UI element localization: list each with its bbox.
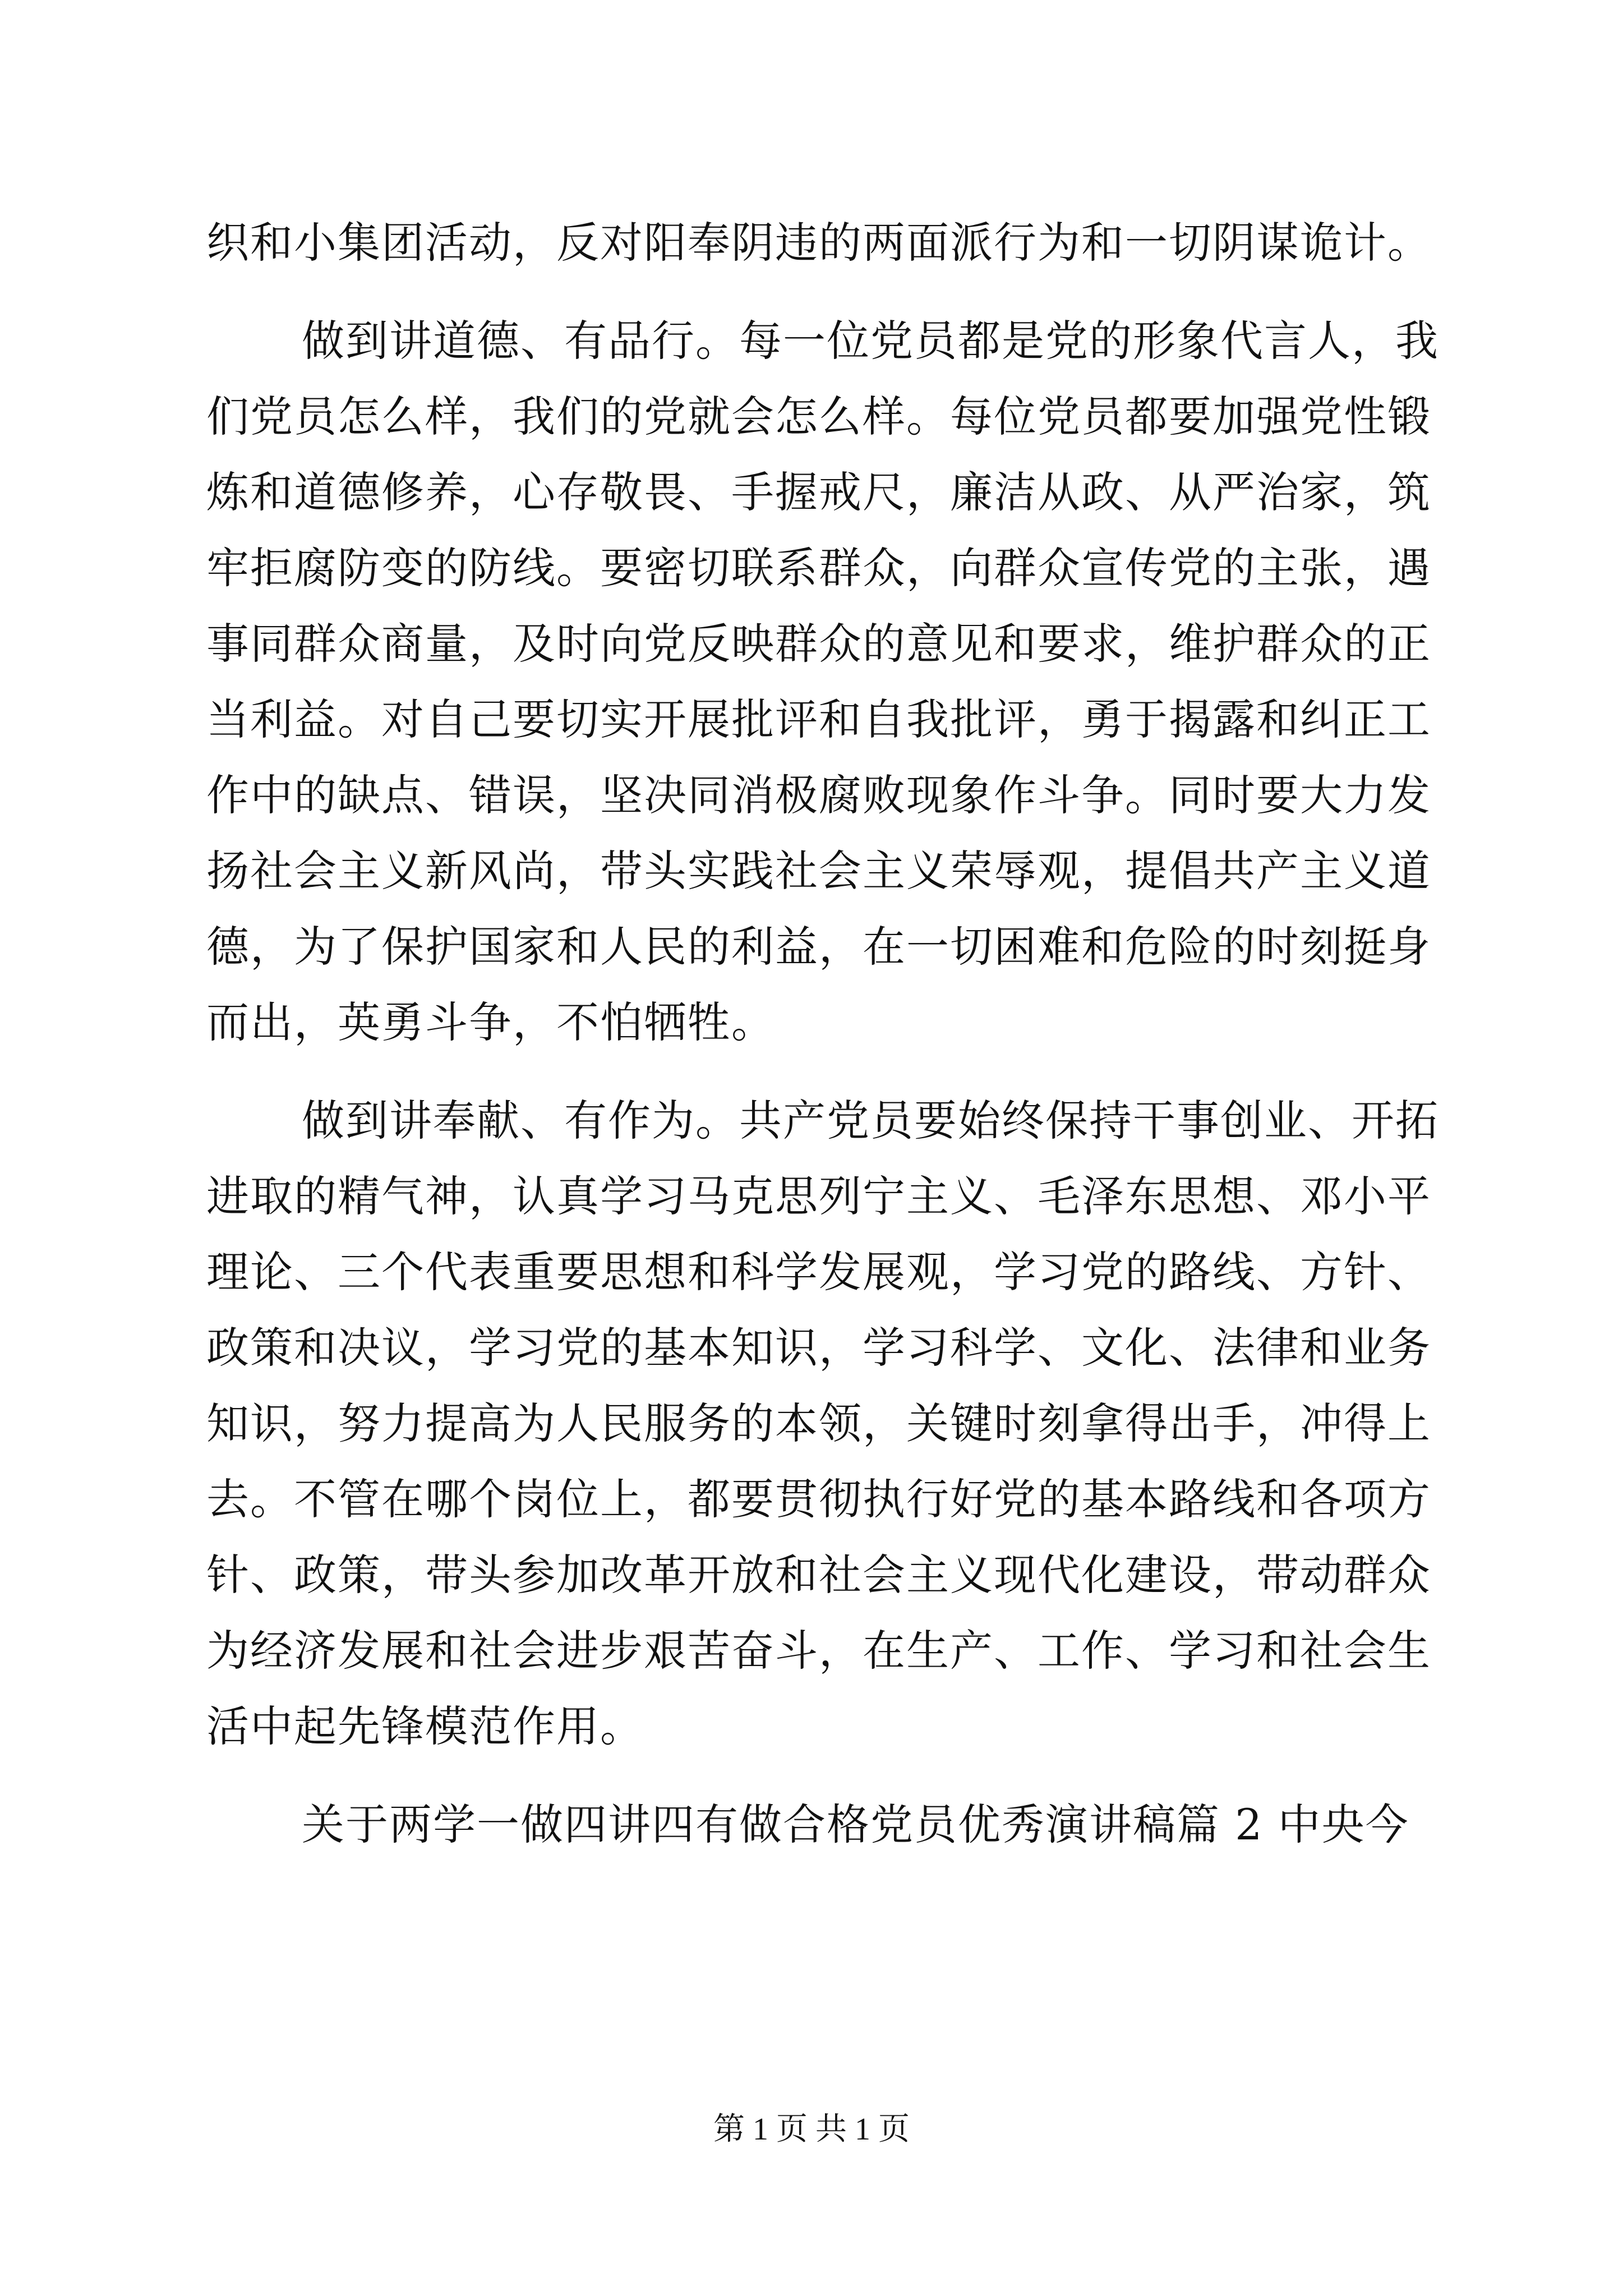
text-line: 做到讲道德、有品行。每一位党员都是党的形象代言人，我 (302, 316, 1439, 366)
text-line: 关于两学一做四讲四有做合格党员优秀演讲稿篇 2 中央今 (302, 1800, 1409, 1849)
text-line: 牢拒腐防变的防线。要密切联系群众，向群众宣传党的主张，遇 (206, 543, 1431, 593)
text-line: 针、政策，带头参加改革开放和社会主义现代化建设，带动群众 (206, 1550, 1431, 1600)
text-line: 政策和决议，学习党的基本知识，学习科学、文化、法律和业务 (206, 1323, 1431, 1373)
text-line: 做到讲奉献、有作为。共产党员要始终保持干事创业、开拓 (302, 1096, 1439, 1145)
text-line: 进取的精气神，认真学习马克思列宁主义、毛泽东思想、邓小平 (206, 1171, 1431, 1221)
text-line: 们党员怎么样，我们的党就会怎么样。每位党员都要加强党性锻 (206, 392, 1431, 441)
text-line: 织和小集团活动，反对阳奉阴违的两面派行为和一切阴谋诡计。 (206, 218, 1431, 268)
text-line: 去。不管在哪个岗位上，都要贯彻执行好党的基本路线和各项方 (206, 1474, 1431, 1524)
text-line: 为经济发展和社会进步艰苦奋斗，在生产、工作、学习和社会生 (206, 1626, 1431, 1676)
text-line: 知识，努力提高为人民服务的本领，关键时刻拿得出手，冲得上 (206, 1398, 1431, 1448)
text-line: 扬社会主义新风尚，带头实践社会主义荣辱观，提倡共产主义道 (206, 846, 1431, 896)
text-line: 事同群众商量，及时向党反映群众的意见和要求，维护群众的正 (206, 619, 1431, 669)
text-line: 炼和道德修养，心存敬畏、手握戒尺，廉洁从政、从严治家，筑 (206, 467, 1431, 517)
text-line: 德，为了保护国家和人民的利益，在一切困难和危险的时刻挺身 (206, 922, 1431, 972)
text-line: 活中起先锋模范作用。 (206, 1701, 644, 1751)
text-line: 而出，英勇斗争，不怕牺牲。 (206, 997, 775, 1047)
page-number-footer: 第 1 页 共 1 页 (713, 2112, 910, 2147)
text-line: 理论、三个代表重要思想和科学发展观，学习党的路线、方针、 (206, 1247, 1431, 1297)
text-line: 作中的缺点、错误，坚决同消极腐败现象作斗争。同时要大力发 (206, 770, 1431, 820)
text-line: 当利益。对自己要切实开展批评和自我批评，勇于揭露和纠正工 (206, 694, 1431, 744)
